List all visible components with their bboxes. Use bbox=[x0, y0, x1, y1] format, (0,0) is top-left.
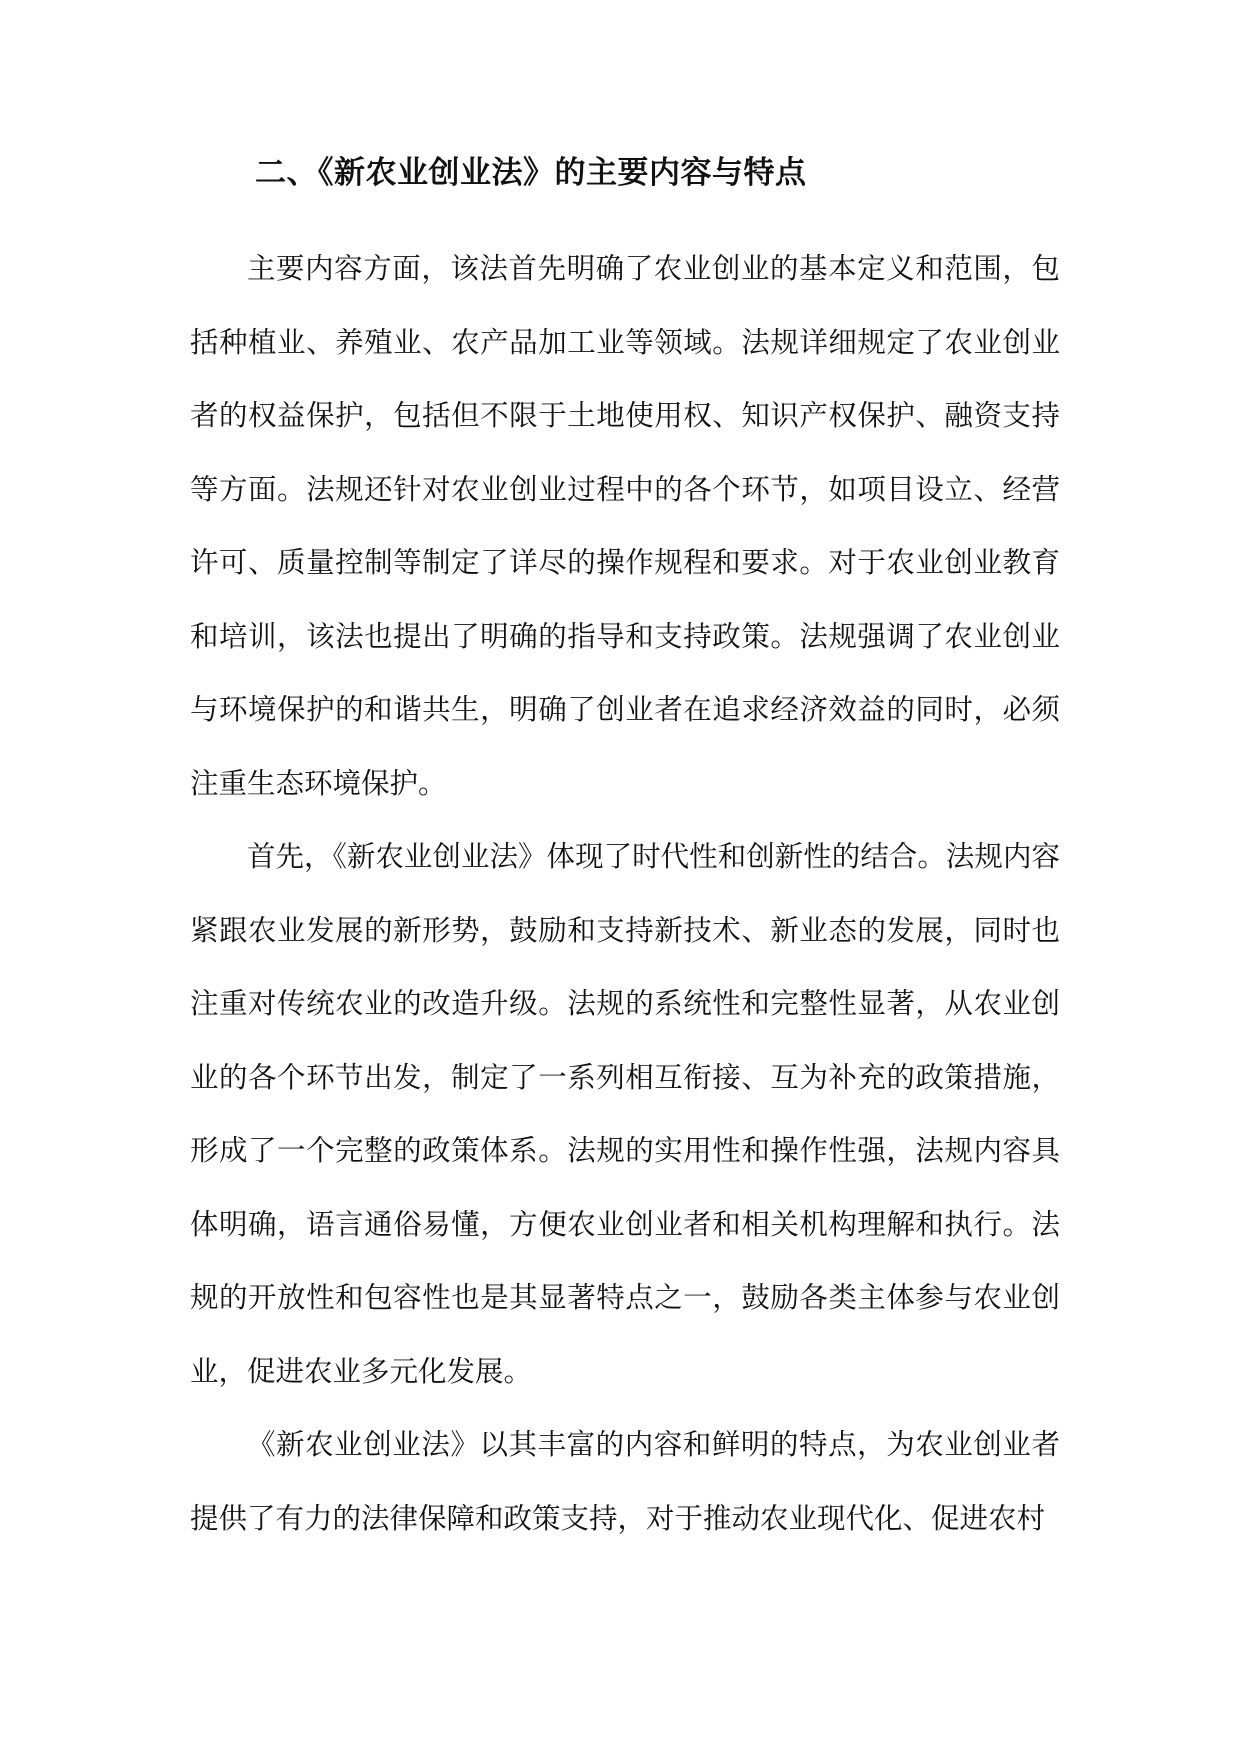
paragraph-main-content: 主要内容方面，该法首先明确了农业创业的基本定义和范围，包括种植业、养殖业、农产品加工业等领域。法规详细规定了农业创业者的权益保护，包括但不限于土地使用权、知识产权保护、融资支持等方面。法规还针对农业创业过程中的各个环节，如项目设立、经营许可、质量控制等制定了详尽的操作规程和要求。对于农业创业教育和培训，该法也提出了明确的指导和支持政策。法规强调了农业创业与环境保护的和谐共生，明确了创业者在追求经济效益的同时，必须注重生态环境保护。 bbox=[190, 252, 1060, 800]
body-text bbox=[190, 232, 1060, 1555]
paragraph-summary: 《新农业创业法》以其丰富的内容和鲜明的特点，为农业创业者提供了有力的法律保障和政策支持，对于推动农业现代化、促进农村 bbox=[190, 1428, 1060, 1535]
paragraph-features: 首先，《新农业创业法》体现了时代性和创新性的结合。法规内容紧跟农业发展的新形势，鼓励和支持新技术、新业态的发展，同时也注重对传统农业的改造升级。法规的系统性和完整性显著，从农业创业的各个环节出发，制定了一系列相互衔接、互为补充的政策措施，形成了一个完整的政策体系。法规的实用性和操作性强，法规内容具体明确，语言通俗易懂，方便农业创业者和相关机构理解和执行。法规的开放性和包容性也是其显著特点之一，鼓励各类主体参与农业创业，促进农业多元化发展。 bbox=[190, 840, 1060, 1388]
section-heading: 二、《新农业创业法》的主要内容与特点 bbox=[255, 155, 807, 191]
